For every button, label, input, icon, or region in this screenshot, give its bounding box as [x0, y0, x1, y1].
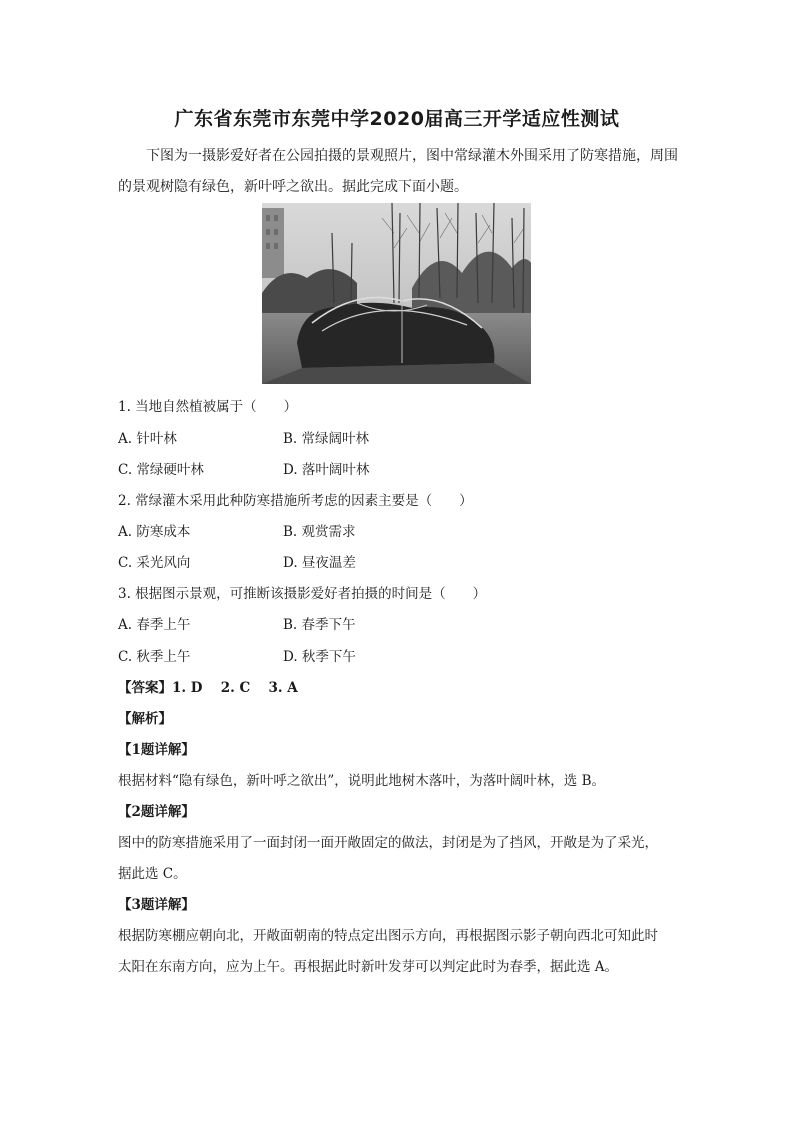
question-3-option-c: C. 秋季上午	[118, 649, 191, 665]
question-1-option-d: D. 落叶阔叶林	[283, 462, 370, 478]
detail-1-text: 根据材料“隐有绿色，新叶呼之欲出”，说明此地树木落叶，为落叶阔叶林，选 B。	[118, 773, 606, 789]
analysis-label: 【解析】	[118, 711, 172, 727]
detail-3-label: 【3题详解】	[118, 897, 195, 913]
detail-3-text-line-2: 太阳在东南方向，应为上午。再根据此时新叶发芽可以判定此时为春季，据此选 A。	[118, 959, 619, 975]
question-2-stem: 2. 常绿灌木采用此种防寒措施所考虑的因素主要是（ ）	[118, 493, 473, 509]
document-title: 广东省东莞市东莞中学2020届高三开学适应性测试	[174, 108, 620, 130]
question-2-option-c: C. 采光风向	[118, 555, 191, 571]
answer-line: 【答案】1. D 2. C 3. A	[118, 680, 298, 696]
detail-2-text-line-1: 图中的防寒措施采用了一面封闭一面开敞固定的做法，封闭是为了挡风，开敞是为了采光，	[118, 835, 658, 851]
detail-3-text-line-1: 根据防寒棚应朝向北，开敞面朝南的特点定出图示方向，再根据图示影子朝向西北可知此时	[118, 928, 658, 944]
question-1-option-a: A. 针叶林	[118, 431, 177, 447]
intro-paragraph: 下图为一摄影爱好者在公园拍摄的景观照片，图中常绿灌木外围采用了防寒措施，周围的景观树隐有绿色，新叶呼之欲出。据此完成下面小题。	[118, 148, 678, 195]
detail-2-label: 【2题详解】	[118, 804, 195, 820]
question-1-option-b: B. 常绿阔叶林	[283, 431, 370, 447]
question-3-stem: 3. 根据图示景观，可推断该摄影爱好者拍摄的时间是（ ）	[118, 586, 487, 602]
question-3-option-b: B. 春季下午	[283, 617, 356, 633]
detail-1-label: 【1题详解】	[118, 742, 195, 758]
question-1-stem: 1. 当地自然植被属于（ ）	[118, 399, 298, 415]
landscape-photo	[262, 203, 531, 384]
question-2-option-b: B. 观赏需求	[283, 524, 356, 540]
question-3-option-d: D. 秋季下午	[283, 649, 356, 665]
detail-2-text-line-2: 据此选 C。	[118, 866, 187, 882]
question-3-option-a: A. 春季上午	[118, 617, 191, 633]
question-2-option-d: D. 昼夜温差	[283, 555, 356, 571]
question-2-option-a: A. 防寒成本	[118, 524, 191, 540]
question-1-option-c: C. 常绿硬叶林	[118, 462, 204, 478]
